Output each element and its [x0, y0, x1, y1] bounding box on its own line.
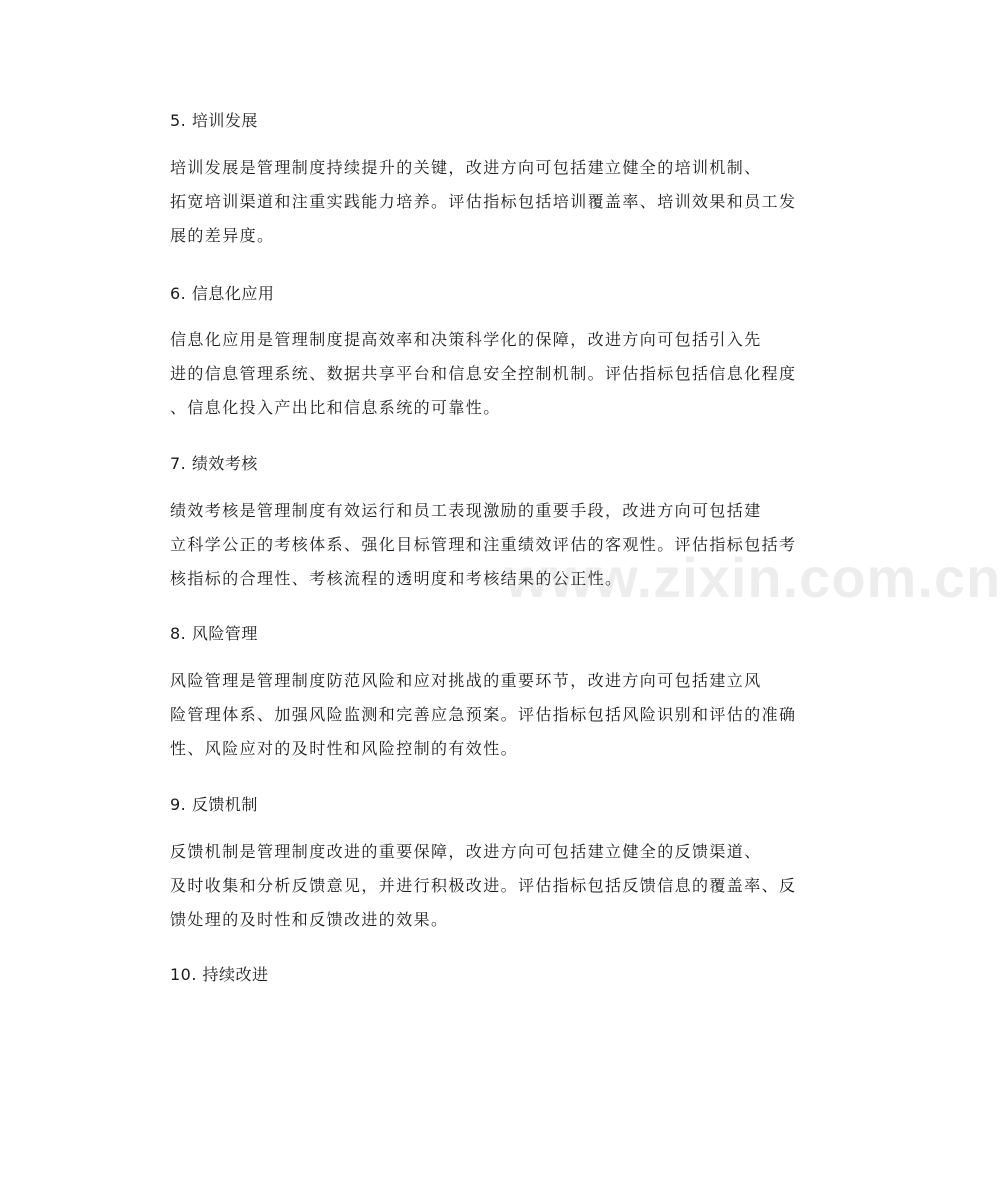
paragraph-line: 、信息化投入产出比和信息系统的可靠性。 — [170, 398, 501, 417]
paragraph-line: 及时收集和分析反馈意见，并进行积极改进。评估指标包括反馈信息的覆盖率、反 — [170, 876, 797, 895]
section-paragraph — [170, 664, 797, 766]
section-heading: 6. 信息化应用 — [170, 284, 275, 303]
section-paragraph — [170, 151, 797, 253]
paragraph-line: 拓宽培训渠道和注重实践能力培养。评估指标包括培训覆盖率、培训效果和员工发 — [170, 192, 797, 211]
section-paragraph — [170, 835, 797, 937]
section-paragraph — [170, 323, 797, 425]
paragraph-line: 培训发展是管理制度持续提升的关键，改进方向可包括建立健全的培训机制、 — [170, 158, 762, 177]
paragraph-line: 风险管理是管理制度防范风险和应对挑战的重要环节，改进方向可包括建立风 — [170, 671, 762, 690]
paragraph-line: 展的差异度。 — [170, 226, 275, 245]
section-paragraph — [170, 494, 797, 596]
section-heading: 10. 持续改进 — [170, 965, 269, 984]
paragraph-line: 立科学公正的考核体系、强化目标管理和注重绩效评估的客观性。评估指标包括考 — [170, 535, 797, 554]
section-heading: 8. 风险管理 — [170, 624, 258, 643]
section-heading: 9. 反馈机制 — [170, 795, 258, 814]
paragraph-line: 性、风险应对的及时性和风险控制的有效性。 — [170, 739, 519, 758]
paragraph-line: 反馈机制是管理制度改进的重要保障，改进方向可包括建立健全的反馈渠道、 — [170, 842, 762, 861]
watermark: www.zixin.com.cn — [505, 546, 1001, 609]
paragraph-line: 馈处理的及时性和反馈改进的效果。 — [170, 910, 449, 929]
paragraph-line: 核指标的合理性、考核流程的透明度和考核结果的公正性。 — [170, 569, 623, 588]
paragraph-line: 信息化应用是管理制度提高效率和决策科学化的保障，改进方向可包括引入先 — [170, 330, 762, 349]
section-heading: 5. 培训发展 — [170, 111, 258, 130]
paragraph-line: 进的信息管理系统、数据共享平台和信息安全控制机制。评估指标包括信息化程度 — [170, 364, 797, 383]
paragraph-line: 绩效考核是管理制度有效运行和员工表现激励的重要手段，改进方向可包括建 — [170, 501, 762, 520]
section-heading: 7. 绩效考核 — [170, 454, 258, 473]
paragraph-line: 险管理体系、加强风险监测和完善应急预案。评估指标包括风险识别和评估的准确 — [170, 705, 797, 724]
